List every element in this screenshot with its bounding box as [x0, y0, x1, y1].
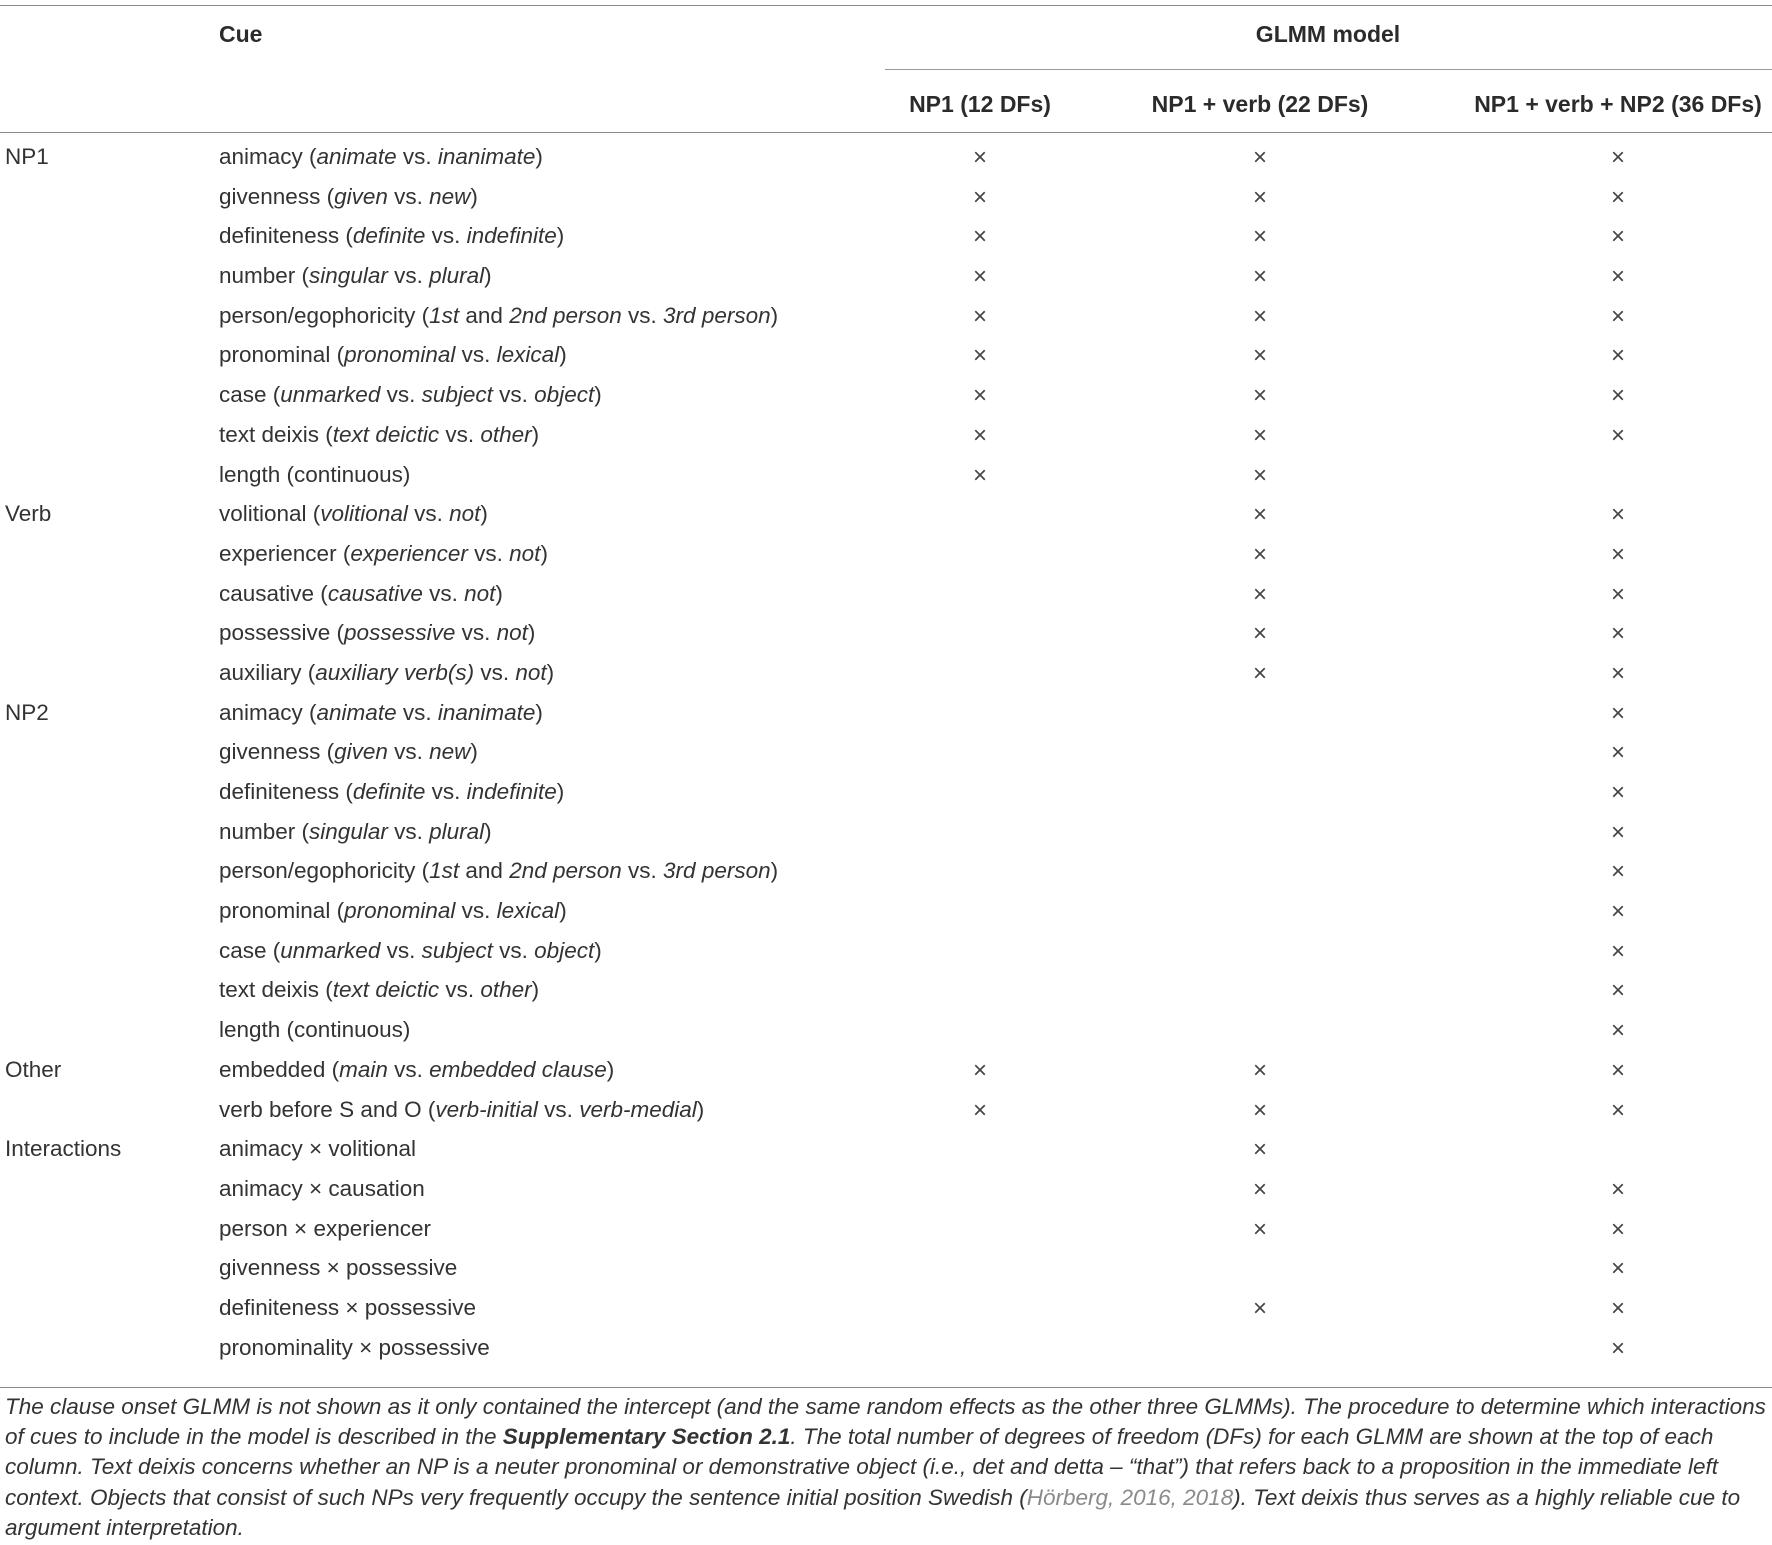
cue-text: ) — [527, 620, 536, 646]
cue-level-text: inanimate — [437, 699, 536, 725]
group-label: NP1 — [5, 144, 49, 169]
cue-level-text: plural — [429, 263, 485, 289]
mark-np1-verb-np2: × — [1610, 699, 1626, 727]
cue-text: ) — [470, 183, 478, 209]
mark-np1-verb: × — [1252, 382, 1268, 410]
mark-np1-verb: × — [1252, 1294, 1268, 1322]
cue-text: animacy ( — [219, 144, 317, 169]
mark-np1-verb: × — [1252, 540, 1268, 568]
cue-text: vs. — [439, 977, 481, 1003]
cue-text: vs. — [396, 699, 438, 725]
mark-np1-verb-np2: × — [1610, 1255, 1626, 1283]
mark-np1-verb-np2: × — [1610, 183, 1626, 211]
mark-np1-verb: × — [1252, 421, 1268, 449]
cue-text: vs. — [425, 223, 467, 249]
table-row — [0, 302, 1772, 342]
cue-text: possessive ( — [219, 620, 345, 646]
table-row — [0, 461, 1772, 501]
cue-text: vs. — [396, 144, 438, 169]
cue-level-text: singular — [309, 263, 388, 289]
cue-text: definiteness × possessive — [219, 1294, 477, 1320]
cue-text: vs. — [455, 620, 497, 646]
mark-np1: × — [972, 342, 988, 370]
cue-text: vs. — [387, 263, 430, 289]
cue-level-text: not — [509, 540, 541, 566]
cue-label — [219, 619, 535, 647]
cue-text: animacy × volitional — [219, 1136, 416, 1162]
mark-np1-verb-np2: × — [1610, 302, 1626, 330]
table-bottom-rule — [0, 1387, 1772, 1388]
cue-text: ) — [594, 382, 602, 408]
cue-level-text: 3rd person — [663, 302, 771, 328]
cue-level-text: possessive — [344, 620, 456, 646]
footnote-text-1: The clause onset GLMM is not shown as it only contained the intercept (and the same random effects as the other three GLMMs). The procedure to determine which interactions of cues to include in the model is described in the — [5, 1394, 1766, 1450]
header-bottom-rule — [0, 132, 1772, 133]
cue-label — [219, 937, 602, 965]
table-row — [0, 500, 1772, 540]
mark-np1-verb: × — [1252, 1215, 1268, 1243]
mark-np1-verb-np2: × — [1610, 342, 1626, 370]
top-rule — [0, 5, 1772, 6]
mark-np1: × — [972, 144, 988, 171]
cue-text: ) — [770, 858, 779, 884]
cue-text: volitional ( — [219, 501, 321, 527]
cue-text: pronominality × possessive — [219, 1334, 490, 1360]
glmm-header-rule — [885, 69, 1772, 70]
cue-text: vs. — [467, 540, 510, 566]
mark-np1-verb: × — [1252, 263, 1268, 291]
mark-np1: × — [972, 382, 988, 410]
cue-text: embedded ( — [219, 1056, 340, 1082]
mark-np1-verb: × — [1252, 1136, 1268, 1164]
column-header-np1-verb: NP1 + verb (22 DFs) — [1151, 91, 1369, 117]
cue-label — [219, 1135, 416, 1163]
cue-level-text: new — [429, 183, 471, 209]
cue-level-text: object — [534, 937, 595, 963]
cue-text: ) — [480, 501, 488, 527]
mark-np1-verb-np2: × — [1610, 937, 1626, 965]
table-row — [0, 1096, 1772, 1136]
cue-level-text: singular — [309, 818, 388, 844]
table-row — [0, 1294, 1772, 1334]
table-body — [0, 143, 1772, 1373]
cue-text: givenness ( — [219, 183, 335, 209]
mark-np1-verb: × — [1252, 1056, 1268, 1084]
group-label: Interactions — [5, 1136, 122, 1162]
table-row — [0, 540, 1772, 580]
column-header-np1-verb-np2: NP1 + verb + NP2 (36 DFs) — [1474, 91, 1762, 117]
cue-label — [219, 738, 478, 766]
cue-text: ) — [470, 739, 478, 765]
mark-np1-verb: × — [1252, 501, 1268, 529]
cue-label — [219, 778, 564, 806]
cue-label — [219, 143, 543, 171]
cue-level-text: not — [464, 580, 496, 606]
cue-text: ) — [495, 580, 503, 606]
cue-level-text: unmarked — [280, 937, 381, 963]
cue-level-text: inanimate — [437, 144, 536, 169]
mark-np1: × — [972, 1096, 988, 1124]
cue-level-text: verb-medial — [579, 1096, 697, 1122]
cue-label — [219, 897, 567, 925]
cue-text: case ( — [219, 382, 281, 408]
table-row — [0, 1175, 1772, 1215]
cue-level-text: lexical — [496, 342, 560, 368]
cue-text: and — [459, 858, 510, 884]
mark-np1: × — [972, 421, 988, 449]
cue-text: length (continuous) — [219, 461, 411, 487]
mark-np1-verb-np2: × — [1610, 382, 1626, 410]
mark-np1-verb-np2: × — [1610, 1215, 1626, 1243]
footnote-supplementary-link[interactable]: Supplementary Section 2.1 — [502, 1424, 791, 1450]
cue-text: givenness ( — [219, 739, 335, 765]
cue-label — [219, 421, 539, 449]
mark-np1: × — [972, 183, 988, 211]
cue-text: auxiliary ( — [219, 659, 316, 685]
cue-label — [219, 1334, 490, 1362]
cue-level-text: causative — [327, 580, 423, 606]
mark-np1: × — [972, 302, 988, 330]
mark-np1-verb-np2: × — [1610, 1056, 1626, 1084]
mark-np1-verb-np2: × — [1610, 1334, 1626, 1362]
cue-level-text: verb-initial — [435, 1096, 538, 1122]
cue-label — [219, 659, 554, 687]
cue-level-text: unmarked — [280, 382, 381, 408]
cue-level-text: 2nd person — [509, 302, 622, 328]
cue-text: vs. — [380, 382, 422, 408]
footnote-text-3: ). Text deixis thus serves as a highly reliable cue to argument interpretation. — [5, 1484, 1741, 1540]
mark-np1-verb-np2: × — [1610, 858, 1626, 886]
table-row — [0, 976, 1772, 1016]
cue-level-text: text deictic — [332, 421, 440, 447]
cue-text: vs. — [387, 183, 430, 209]
cue-level-text: definite — [352, 223, 426, 249]
table-row — [0, 262, 1772, 302]
cue-level-text: plural — [429, 818, 485, 844]
mark-np1-verb-np2: × — [1610, 898, 1626, 926]
cue-level-text: animate — [316, 144, 397, 169]
cue-text: ) — [531, 421, 540, 447]
cue-level-text: not — [449, 501, 481, 527]
cue-text: vs. — [537, 1096, 580, 1122]
table-row — [0, 183, 1772, 223]
table-row — [0, 580, 1772, 620]
cue-level-text: 1st — [429, 858, 460, 884]
cue-text: ) — [546, 659, 555, 685]
cue-text: vs. — [380, 937, 422, 963]
cue-text: ) — [606, 1056, 615, 1082]
mark-np1: × — [972, 1056, 988, 1084]
mark-np1: × — [972, 461, 988, 489]
cue-column-header: Cue — [219, 21, 263, 47]
mark-np1-verb-np2: × — [1610, 1175, 1626, 1203]
cue-level-text: auxiliary verb(s) — [315, 659, 475, 685]
table-row — [0, 699, 1772, 739]
cue-label — [219, 1294, 476, 1322]
table-footnote — [5, 1392, 1767, 1543]
table-row — [0, 143, 1772, 183]
cue-label — [219, 1016, 410, 1044]
cue-text: vs. — [455, 342, 497, 368]
cue-label — [219, 183, 478, 211]
mark-np1-verb: × — [1252, 620, 1268, 648]
column-header-np1: NP1 (12 DFs) — [909, 91, 1051, 117]
table-row — [0, 897, 1772, 937]
mark-np1-verb: × — [1252, 223, 1268, 251]
mark-np1-verb: × — [1252, 659, 1268, 687]
table-row — [0, 341, 1772, 381]
mark-np1-verb-np2: × — [1610, 1294, 1626, 1322]
cue-text: ) — [540, 540, 548, 566]
mark-np1-verb-np2: × — [1610, 779, 1626, 806]
cue-level-text: new — [429, 739, 471, 765]
cue-text: animacy × causation — [219, 1175, 425, 1201]
mark-np1-verb: × — [1252, 1175, 1268, 1203]
cue-text: definiteness ( — [219, 223, 353, 249]
cue-text: pronominal ( — [219, 342, 345, 368]
cue-level-text: volitional — [320, 501, 408, 527]
cue-level-text: definite — [352, 779, 426, 804]
cue-text: person/egophoricity ( — [219, 858, 430, 884]
mark-np1-verb-np2: × — [1610, 501, 1626, 529]
cue-text: vs. — [439, 421, 481, 447]
table-row — [0, 738, 1772, 778]
table-row — [0, 659, 1772, 699]
mark-np1-verb-np2: × — [1610, 580, 1626, 608]
cue-text: ) — [531, 977, 540, 1003]
cue-text: number ( — [219, 263, 310, 289]
cue-label — [219, 1096, 704, 1124]
cue-text: ) — [559, 342, 567, 368]
cue-label — [219, 857, 778, 885]
mark-np1-verb-np2: × — [1610, 620, 1626, 648]
cue-text: vs. — [621, 302, 664, 328]
cue-label — [219, 381, 602, 409]
cue-level-text: not — [496, 620, 528, 646]
cue-text: verb before S and O ( — [219, 1096, 436, 1122]
cue-level-text: subject — [421, 937, 493, 963]
mark-np1-verb: × — [1252, 302, 1268, 330]
table-row — [0, 818, 1772, 858]
cue-text: ) — [535, 144, 543, 169]
mark-np1: × — [972, 223, 988, 251]
cue-label — [219, 818, 492, 846]
cue-text: number ( — [219, 818, 310, 844]
cue-level-text: animate — [316, 699, 397, 725]
cue-level-text: other — [480, 977, 532, 1003]
cue-text: definiteness ( — [219, 779, 353, 804]
cue-level-text: pronominal — [344, 342, 456, 368]
cue-label — [219, 302, 778, 330]
cue-level-text: subject — [421, 382, 493, 408]
mark-np1-verb-np2: × — [1610, 977, 1626, 1005]
mark-np1-verb: × — [1252, 580, 1268, 608]
cue-label — [219, 500, 488, 528]
cue-text: ) — [535, 699, 543, 725]
cue-text: vs. — [492, 937, 535, 963]
group-label: NP2 — [5, 699, 49, 725]
mark-np1-verb-np2: × — [1610, 263, 1626, 291]
cue-level-text: object — [534, 382, 595, 408]
cue-text: vs. — [387, 1056, 430, 1082]
cue-text: ) — [484, 263, 492, 289]
cue-label — [219, 1175, 425, 1203]
cue-label — [219, 540, 548, 568]
cue-text: text deixis ( — [219, 977, 333, 1003]
mark-np1-verb-np2: × — [1610, 540, 1626, 568]
table-row — [0, 937, 1772, 977]
cue-text: vs. — [455, 898, 497, 924]
mark-np1: × — [972, 263, 988, 291]
cue-label — [219, 1215, 431, 1243]
cue-text: causative ( — [219, 580, 328, 606]
mark-np1-verb-np2: × — [1610, 1096, 1626, 1124]
cue-level-text: 2nd person — [509, 858, 622, 884]
mark-np1-verb: × — [1252, 183, 1268, 211]
cue-label — [219, 1056, 614, 1084]
group-label: Other — [5, 1056, 62, 1082]
cue-level-text: experiencer — [350, 540, 468, 566]
cue-text: experiencer ( — [219, 540, 351, 566]
mark-np1-verb-np2: × — [1610, 144, 1626, 171]
cue-text: length (continuous) — [219, 1017, 411, 1043]
cue-text: text deixis ( — [219, 421, 333, 447]
cue-level-text: not — [515, 659, 547, 685]
table-row — [0, 778, 1772, 818]
table-row — [0, 1016, 1772, 1056]
cue-level-text: indefinite — [466, 779, 557, 804]
cue-level-text: text deictic — [332, 977, 440, 1003]
table-row — [0, 619, 1772, 659]
cue-text: vs. — [387, 818, 430, 844]
cue-text: vs. — [474, 659, 516, 685]
cue-text: vs. — [621, 858, 664, 884]
table-row — [0, 381, 1772, 421]
cue-text: vs. — [407, 501, 450, 527]
mark-np1-verb-np2: × — [1610, 1017, 1626, 1045]
cue-text: person × experiencer — [219, 1215, 432, 1241]
cue-text: givenness × possessive — [219, 1255, 458, 1281]
table-row — [0, 1215, 1772, 1255]
cue-level-text: lexical — [496, 898, 560, 924]
cue-label — [219, 1254, 457, 1282]
cue-text: animacy ( — [219, 699, 317, 725]
glmm-model-header: GLMM model — [1255, 21, 1401, 47]
cue-label — [219, 222, 564, 250]
cue-text: and — [459, 302, 510, 328]
cue-level-text: 3rd person — [663, 858, 771, 884]
table-row — [0, 421, 1772, 461]
mark-np1-verb-np2: × — [1610, 421, 1626, 449]
cue-label — [219, 976, 539, 1004]
cue-text: vs. — [492, 382, 535, 408]
mark-np1-verb: × — [1252, 342, 1268, 370]
cue-text: pronominal ( — [219, 898, 345, 924]
cue-text: vs. — [422, 580, 465, 606]
cue-level-text: pronominal — [344, 898, 456, 924]
mark-np1-verb-np2: × — [1610, 223, 1626, 251]
cue-text: case ( — [219, 937, 281, 963]
cue-text: vs. — [425, 779, 467, 804]
cue-label — [219, 699, 543, 727]
footnote-citation-link[interactable]: Hörberg, 2016, 2018 — [1026, 1484, 1234, 1510]
cue-label — [219, 262, 492, 290]
cue-level-text: other — [480, 421, 532, 447]
table-row — [0, 222, 1772, 262]
mark-np1-verb: × — [1252, 1096, 1268, 1124]
cue-level-text: given — [334, 739, 388, 765]
table-row — [0, 1334, 1772, 1374]
cue-level-text: indefinite — [466, 223, 557, 249]
cue-label — [219, 580, 503, 608]
table-row — [0, 1135, 1772, 1175]
cue-text: ) — [556, 779, 565, 804]
cue-text: ) — [696, 1096, 705, 1122]
cue-level-text: main — [339, 1056, 388, 1082]
mark-np1-verb-np2: × — [1610, 818, 1626, 846]
cue-level-text: embedded clause — [429, 1056, 607, 1082]
mark-np1-verb-np2: × — [1610, 659, 1626, 687]
cue-level-text: given — [334, 183, 388, 209]
cue-level-text: 1st — [429, 302, 460, 328]
table-row — [0, 857, 1772, 897]
mark-np1-verb-np2: × — [1610, 739, 1626, 767]
footnote-text-2: . The total number of degrees of freedom (DFs) for each GLMM are shown at the top of each column. Text deixis concerns whether an NP is a neuter pronominal or demonstrative object (i.e., det and detta – “that”) that refers back to a proposition in the immediate left context. Objects that consist of such NPs very frequently occupy the sentence initial position Swedish ( — [5, 1424, 1718, 1510]
table-row — [0, 1254, 1772, 1294]
cue-text: ) — [559, 898, 567, 924]
cue-text: ) — [770, 302, 779, 328]
mark-np1-verb: × — [1252, 461, 1268, 489]
cue-text: ) — [556, 223, 565, 249]
mark-np1-verb: × — [1252, 144, 1268, 171]
cue-text: person/egophoricity ( — [219, 302, 430, 328]
cue-label — [219, 341, 567, 369]
cue-text: vs. — [387, 739, 430, 765]
cue-text: ) — [594, 937, 602, 963]
cue-label — [219, 461, 410, 489]
cue-text: ) — [484, 818, 492, 844]
group-label: Verb — [5, 501, 52, 527]
table-row — [0, 1056, 1772, 1096]
